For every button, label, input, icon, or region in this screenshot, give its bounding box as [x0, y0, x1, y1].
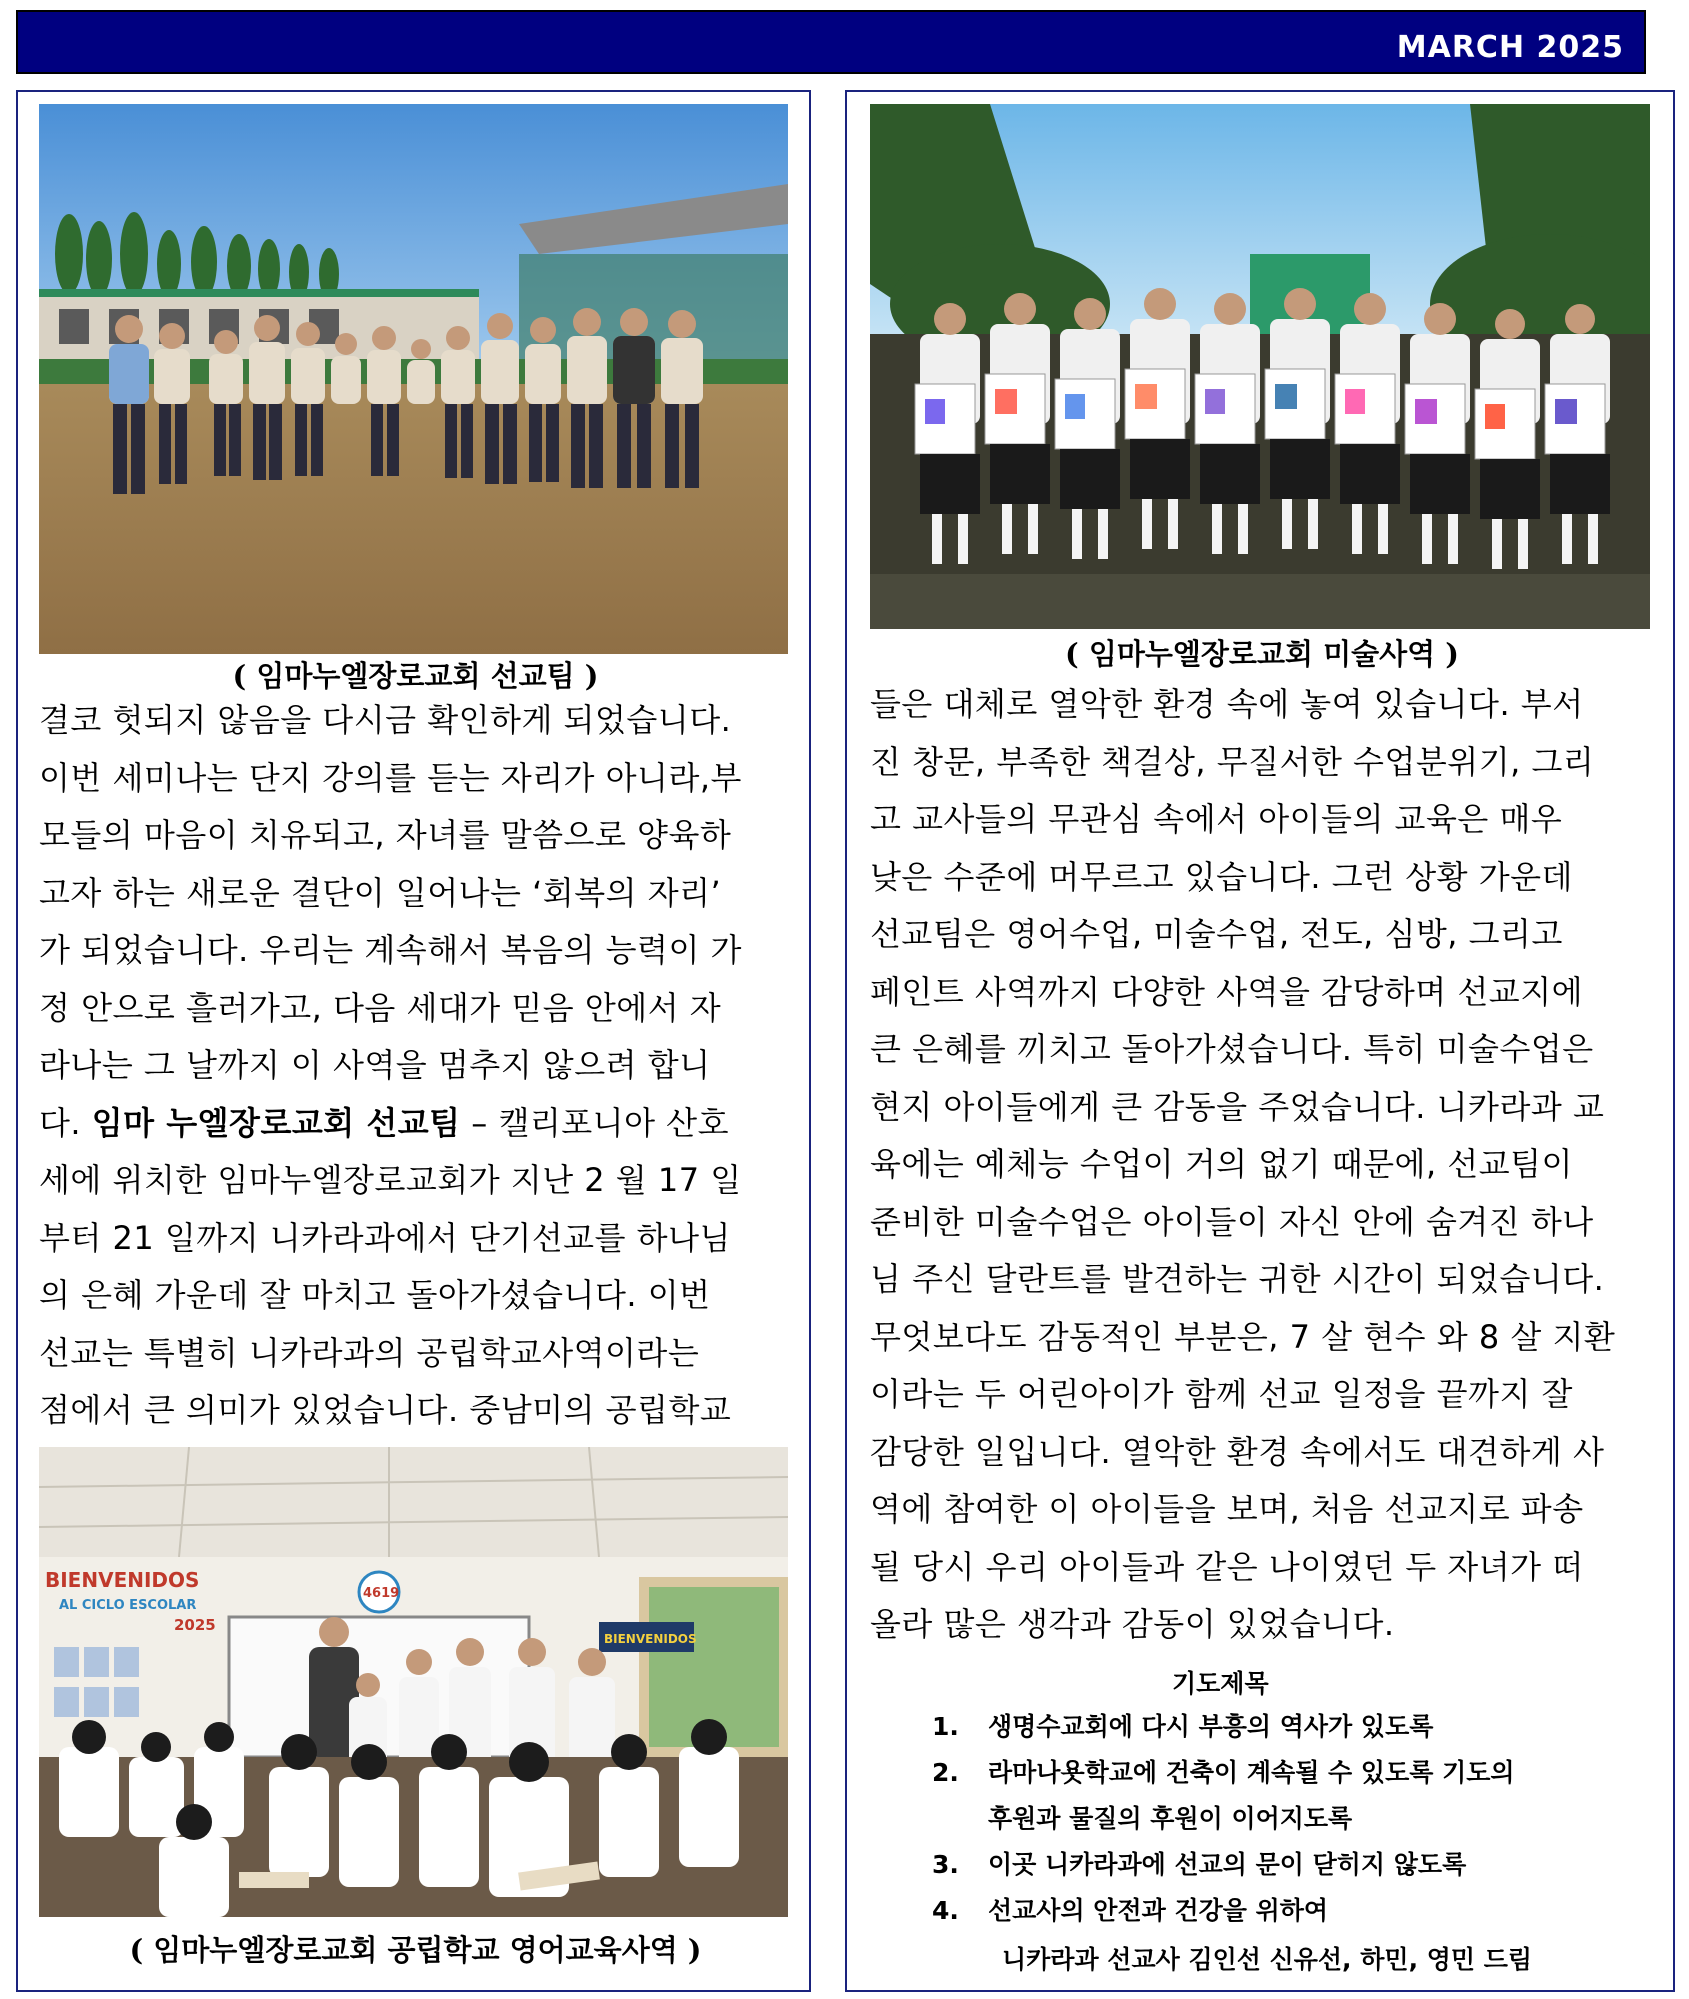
- paragraph-line: 정 안으로 흘러가고, 다음 세대가 믿음 안에서 자: [39, 988, 722, 1027]
- paragraph-line: 님 주신 달란트를 발견하는 귀한 시간이 되었습니다.: [870, 1260, 1605, 1298]
- paragraph-line: 부터 21 일까지 니카라과에서 단기선교를 하나님: [39, 1218, 731, 1257]
- mission-team-photo: [39, 104, 788, 654]
- paragraph-line: 준비한 미술수업은 아이들이 자신 안에 숨겨진 하나: [870, 1202, 1594, 1241]
- paragraph-line: 이번 세미나는 단지 강의를 듣는 자리가 아니라,부: [39, 758, 742, 797]
- prayer-number: 2.: [932, 1758, 959, 1787]
- left-body-text: [39, 692, 788, 1440]
- paragraph-line: [39, 1095, 788, 1153]
- paragraph-line: 모들의 마음이 치유되고, 자녀를 말씀으로 양육하: [39, 816, 732, 854]
- paragraph-line: 큰 은혜를 끼치고 돌아가셨습니다. 특히 미술수업은: [870, 1030, 1594, 1068]
- prayer-title: 기도제목: [1172, 1669, 1269, 1698]
- welcome-sign-year: 2025: [174, 1616, 216, 1634]
- welcome-sign-sub: AL CICLO ESCOLAR: [59, 1598, 197, 1613]
- prayer-text: 선교사의 안전과 건강을 위하여: [988, 1896, 1329, 1925]
- prayer-number: 3.: [932, 1850, 959, 1879]
- paragraph-line: 이라는 두 어린아이가 함께 선교 일정을 끝까지 잘: [870, 1375, 1573, 1413]
- prayer-text: 이곳 니카라과에 선교의 문이 닫히지 않도록: [988, 1850, 1467, 1879]
- paragraph-line: 역에 참여한 이 아이들을 보며, 처음 선교지로 파송: [870, 1490, 1584, 1528]
- classroom-caption: ( 임마누엘장로교회 공립학교 영어교육사역 ): [129, 1933, 702, 1967]
- paragraph-line: 의 은혜 가운데 잘 마치고 돌아가셨습니다. 이번: [39, 1276, 711, 1314]
- paragraph-line: 고자 하는 새로운 결단이 일어나는 ‘회복의 자리’: [39, 873, 722, 912]
- board-sign: BIENVENIDOS: [604, 1632, 697, 1646]
- prayer-item: [932, 1888, 1515, 1934]
- art-ministry-photo: [870, 104, 1650, 629]
- team-name-highlight: 임마 누엘장로교회 선교팀: [91, 1103, 461, 1142]
- right-column: [845, 90, 1675, 1992]
- paragraph-line: 점에서 큰 의미가 있었습니다. 중남미의 공립학교: [39, 1391, 732, 1429]
- paragraph-line: 들은 대체로 열악한 환경 속에 놓여 있습니다. 부서: [870, 685, 1584, 723]
- paragraph-line: 무엇보다도 감동적인 부분은, 7 살 현수 와 8 살 지환: [870, 1317, 1616, 1356]
- prayer-text: 후원과 물질의 후원이 이어지도록: [988, 1804, 1353, 1833]
- paragraph-line: 가 되었습니다. 우리는 계속해서 복음의 능력이 가: [39, 931, 742, 969]
- paragraph-line: 세에 위치한 임마누엘장로교회가 지난 2 월 17 일: [39, 1161, 742, 1199]
- right-body-text: [870, 676, 1660, 1654]
- paragraph-line: 될 당시 우리 아이들과 같은 나이였던 두 자녀가 떠: [870, 1547, 1584, 1586]
- paragraph-line: 선교는 특별히 니카라과의 공립학교사역이라는: [39, 1333, 700, 1372]
- prayer-text: 생명수교회에 다시 부흥의 역사가 있도록: [988, 1712, 1434, 1741]
- paragraph-line: 진 창문, 부족한 책걸상, 무질서한 수업분위기, 그리: [870, 742, 1595, 781]
- paragraph-line: 선교팀은 영어수업, 미술수업, 전도, 심방, 그리고: [870, 915, 1563, 953]
- issue-date: MARCH 2025: [1396, 30, 1624, 65]
- classroom-photo: [39, 1447, 788, 1917]
- header-bar: [16, 10, 1646, 74]
- line-suffix: – 캘리포니아 산호: [460, 1103, 729, 1142]
- paragraph-line: 결코 헛되지 않음을 다시금 확인하게 되었습니다.: [39, 701, 732, 739]
- left-column: [16, 90, 811, 1992]
- mission-team-caption: ( 임마누엘장로교회 선교팀 ): [232, 659, 599, 693]
- prayer-item: [932, 1750, 1515, 1842]
- art-ministry-caption: ( 임마누엘장로교회 미술사역 ): [1065, 637, 1459, 671]
- paragraph-line: 라나는 그 날까지 이 사역을 멈추지 않으려 합니: [39, 1046, 711, 1084]
- paragraph-line: 낮은 수준에 머무르고 있습니다. 그런 상황 가운데: [870, 857, 1573, 896]
- school-badge: 4619: [363, 1586, 400, 1601]
- prayer-item: [932, 1704, 1515, 1750]
- line-prefix: 다.: [39, 1103, 92, 1142]
- prayer-item: [932, 1842, 1515, 1888]
- prayer-text: 라마나욧학교에 건축이 계속될 수 있도록 기도의: [988, 1758, 1515, 1787]
- paragraph-line: 고 교사들의 무관심 속에서 아이들의 교육은 매우: [870, 800, 1563, 838]
- prayer-number: 1.: [932, 1712, 959, 1741]
- paragraph-line: 페인트 사역까지 다양한 사역을 감당하며 선교지에: [870, 972, 1584, 1011]
- prayer-list: [932, 1704, 1515, 1934]
- paragraph-line: 감당한 일입니다. 열악한 환경 속에서도 대견하게 사: [870, 1432, 1605, 1471]
- paragraph-line: 육에는 예체능 수업이 거의 없기 때문에, 선교팀이: [870, 1145, 1573, 1183]
- prayer-number: 4.: [932, 1896, 959, 1925]
- paragraph-line: 올라 많은 생각과 감동이 있었습니다.: [870, 1605, 1395, 1643]
- missionary-signature: 니카라과 선교사 김인선 신유선, 하민, 영민 드림: [1002, 1945, 1533, 1974]
- welcome-sign: BIENVENIDOS: [45, 1568, 200, 1592]
- paragraph-line: 현지 아이들에게 큰 감동을 주었습니다. 니카라과 교: [870, 1087, 1605, 1126]
